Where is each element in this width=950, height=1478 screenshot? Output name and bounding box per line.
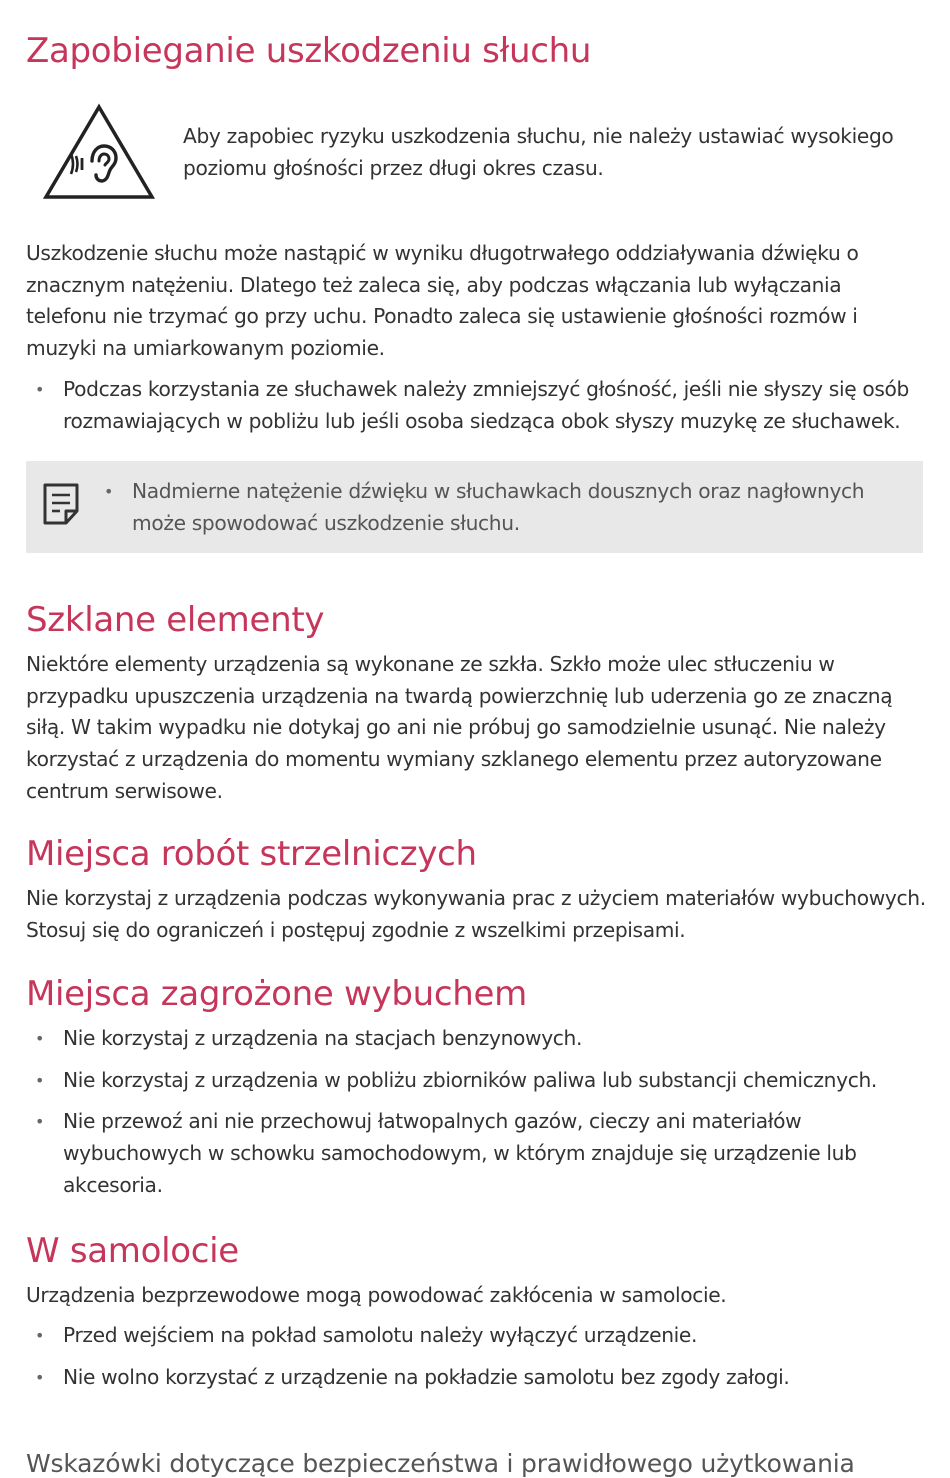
note-icon — [42, 482, 80, 526]
hearing-paragraph: Uszkodzenie słuchu może nastąpić w wyniku długotrwałego oddziaływania dźwięku o znacznym natężeniu. Dlatego też zaleca się, aby podczas włączania lub wyłączania telefonu nie trzymać go przy uchu. Ponadto zaleca się ustawienie głośności rozmów i muzyki na umiarkowanym poziomie. — [26, 241, 859, 361]
list-item: • Nie korzystaj z urządzenia w pobliżu zbiorników paliwa lub substancji chemicznych. — [26, 1065, 926, 1097]
page-footer: Wskazówki dotyczące bezpieczeństwa i prawidłowego użytkowania — [26, 1449, 855, 1478]
heading-aircraft: W samolocie — [26, 1231, 239, 1271]
blasting-paragraph: Nie korzystaj z urządzenia podczas wykonywania prac z użyciem materiałów wybuchowych. Stosuj się do ograniczeń i postępuj zgodnie z wszelkimi przepisami. — [26, 886, 926, 942]
heading-hearing: Zapobieganie uszkodzeniu słuchu — [26, 31, 592, 71]
note-text: • Nadmierne natężenie dźwięku w słuchawkach dousznych oraz nagłownych może spowodować uszkodzenie słuchu. — [95, 476, 895, 539]
heading-blasting: Miejsca robót strzelniczych — [26, 834, 477, 874]
glass-paragraph: Niektóre elementy urządzenia są wykonane ze szkła. Szkło może ulec stłuczeniu w przypadku upuszczenia urządzenia na twardą powierzchnię lub uderzenia go ze znaczną siłą. W takim wypadku nie dotykaj go ani nie próbuj go samodzielnie usunąć. Nie należy korzystać z urządzenia do momentu wymiany szklanego elementu przez autoryzowane centrum serwisowe. — [26, 652, 893, 803]
list-item: • Przed wejściem na pokład samolotu należy wyłączyć urządzenie. — [26, 1320, 926, 1352]
heading-explosive: Miejsca zagrożone wybuchem — [26, 974, 527, 1014]
hearing-bullet-list — [26, 374, 926, 447]
explosive-bullet-list — [26, 1023, 926, 1212]
list-item: • Nie korzystaj z urządzenia na stacjach benzynowych. — [26, 1023, 926, 1055]
note-box — [26, 461, 923, 553]
aircraft-paragraph: Urządzenia bezprzewodowe mogą powodować zakłócenia w samolocie. — [26, 1283, 727, 1307]
list-item: • Podczas korzystania ze słuchawek należy zmniejszyć głośność, jeśli nie słyszy się osób rozmawiających w pobliżu lub jeśli osoba siedząca obok słyszy muzykę ze słuchawek. — [26, 374, 926, 437]
hearing-warning-icon — [42, 103, 156, 201]
hearing-warning-text: Aby zapobiec ryzyku uszkodzenia słuchu, nie należy ustawiać wysokiego poziomu głośności przez długi okres czasu. — [183, 124, 894, 180]
aircraft-bullet-list — [26, 1320, 926, 1403]
note-list — [95, 476, 895, 539]
list-item: • Nie wolno korzystać z urządzenie na pokładzie samolotu bez zgody załogi. — [26, 1362, 926, 1394]
heading-glass: Szklane elementy — [26, 600, 325, 640]
list-item: • Nie przewoź ani nie przechowuj łatwopalnych gazów, cieczy ani materiałów wybuchowych w schowku samochodowym, w którym znajduje się urządzenie lub akcesoria. — [26, 1106, 926, 1201]
